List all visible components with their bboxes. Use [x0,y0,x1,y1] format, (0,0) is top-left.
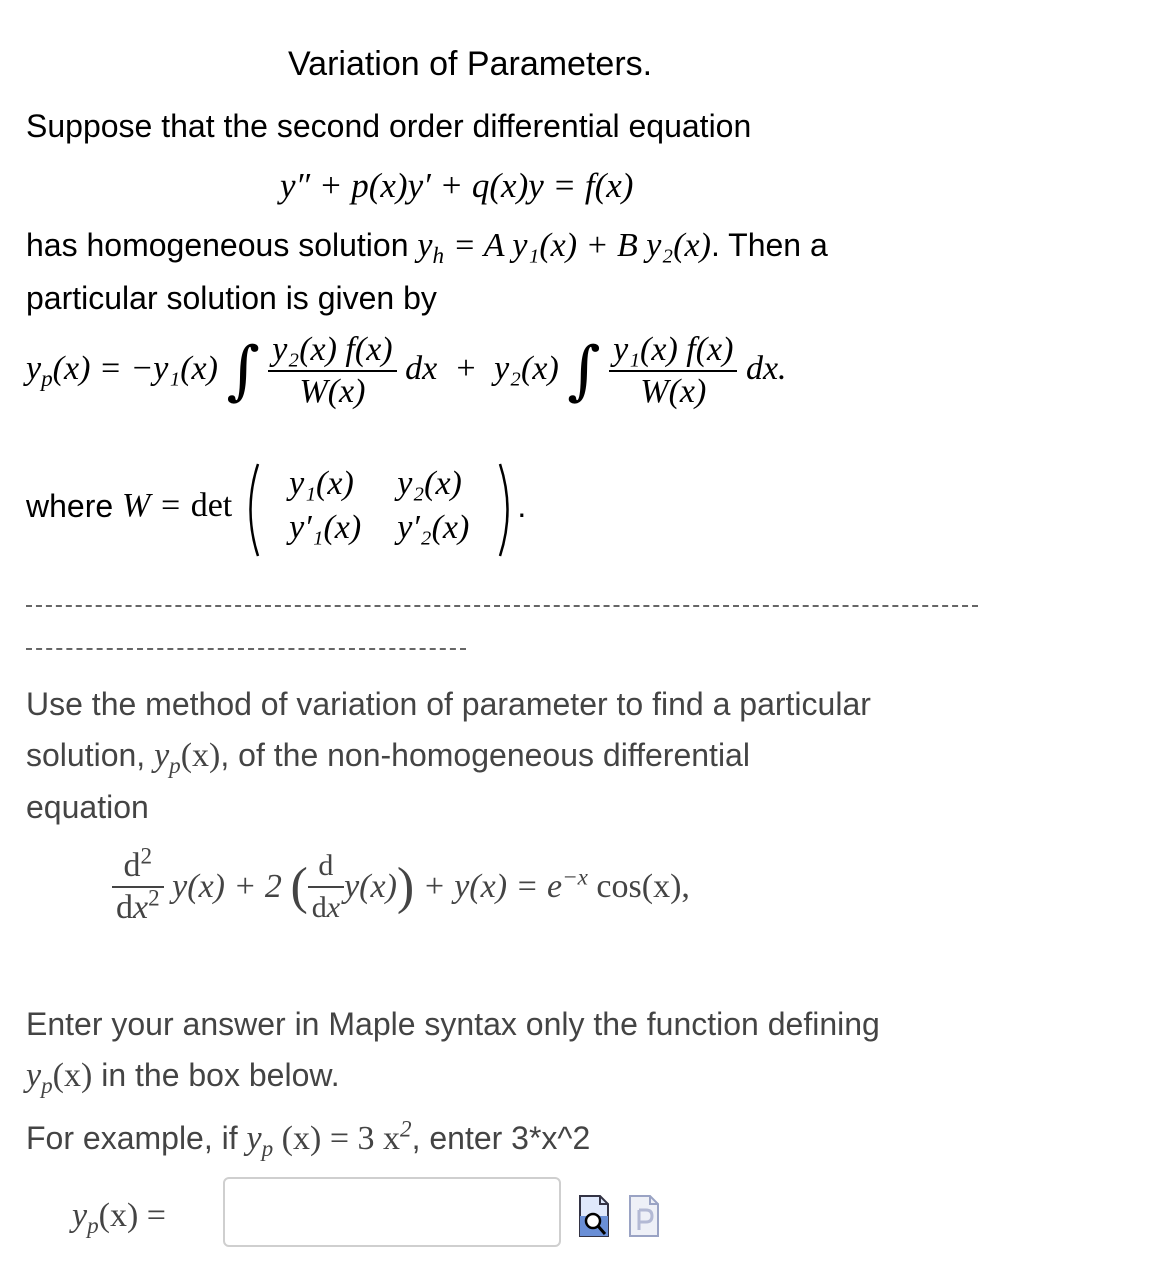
w-eq: W = [122,487,182,524]
fraction-2 [609,330,737,412]
y-plus-2: y(x) + 2 [172,868,282,905]
y-of-x: y(x) [344,868,397,905]
page-title: Variation of Parameters. [288,45,653,83]
then-a-text: . Then a [710,227,828,263]
problem-line-2 [26,735,750,779]
fraction-1 [268,330,396,412]
wronskian-line [26,462,526,550]
maple-syntax-icon[interactable] [628,1194,660,1238]
homog-rhs: = A y₁(x) + B y₂(x) [452,227,711,264]
target-ode [112,843,690,928]
left-paren [241,462,261,558]
particular-text: particular solution is given by [26,280,437,316]
yh-symbol: $y_h$ [417,227,445,269]
where-text: where [26,488,114,524]
fraction-1-denominator: W(x) [299,373,366,410]
example-math: $y_p$ (x) = 3 $x^2$ [246,1116,412,1162]
general-ode: y″ + p(x)y′ + q(x)y = f(x) [280,166,634,205]
wronskian-matrix [241,462,517,550]
rhs: + $y(x) = e^{-x}$ cos(x), [422,864,690,905]
instructions-line-2: $y_p(x)$ in the box below. [26,1057,340,1099]
yp-lhs: $y_p$ [26,349,53,392]
fraction-2-denominator: W(x) [640,373,707,410]
matrix-cell: y₁(x) [289,465,354,502]
matrix-cell: y′₁(x) [289,509,362,546]
intro-line-1: Suppose that the second order differential equation [26,108,752,144]
integral-sign-1: ∫ [226,334,260,408]
example-line: For example, if $y_p$ (x) = 3 $x^2$, enter 3*x^2 [26,1116,591,1162]
matrix-table [271,462,487,550]
problem-line-3: equation [26,789,149,825]
right-paren [497,462,517,558]
second-derivative: $\frac{d^2}{dx^2}$ [112,846,164,928]
yp-formula [26,330,787,412]
det-text: det [190,487,233,524]
yp-symbol: $y_p(x)$ [154,737,221,779]
divider-long [26,605,978,607]
has-homog-text: has homogeneous solution [26,227,409,263]
matrix-period: . [517,488,527,524]
dx-end: dx. [745,349,787,387]
fraction-1-numerator: y₂(x) f(x) [268,330,396,372]
matrix-cell: y₂(x) [397,465,462,502]
answer-label: $y_p(x)$ = [72,1197,166,1239]
yp-symbol: $y_p(x)$ [26,1057,93,1099]
problem-solution-text: solution, [26,737,146,773]
integral-sign-2: ∫ [567,334,601,408]
dx-plus-y2: dx + y₂(x) [405,349,559,387]
instructions-line-1: Enter your answer in Maple syntax only the function defining [26,1006,880,1042]
first-derivative: $\frac{d}{dx}$ [308,846,344,928]
problem-nonhomog-text: , of the non-homogeneous differential [220,737,750,773]
answer-input[interactable] [223,1177,561,1247]
fraction-2-numerator: y₁(x) f(x) [609,330,737,372]
close-paren: ) [396,858,415,915]
preview-icon[interactable] [578,1194,610,1238]
problem-line-1: Use the method of variation of parameter to find a particular [26,686,871,722]
divider-short [26,648,466,650]
homog-solution-line [26,225,828,269]
open-paren: ( [290,858,308,915]
yp-eq: (x) = −y₁(x) [52,349,218,387]
matrix-cell: y′₂(x) [397,509,470,546]
